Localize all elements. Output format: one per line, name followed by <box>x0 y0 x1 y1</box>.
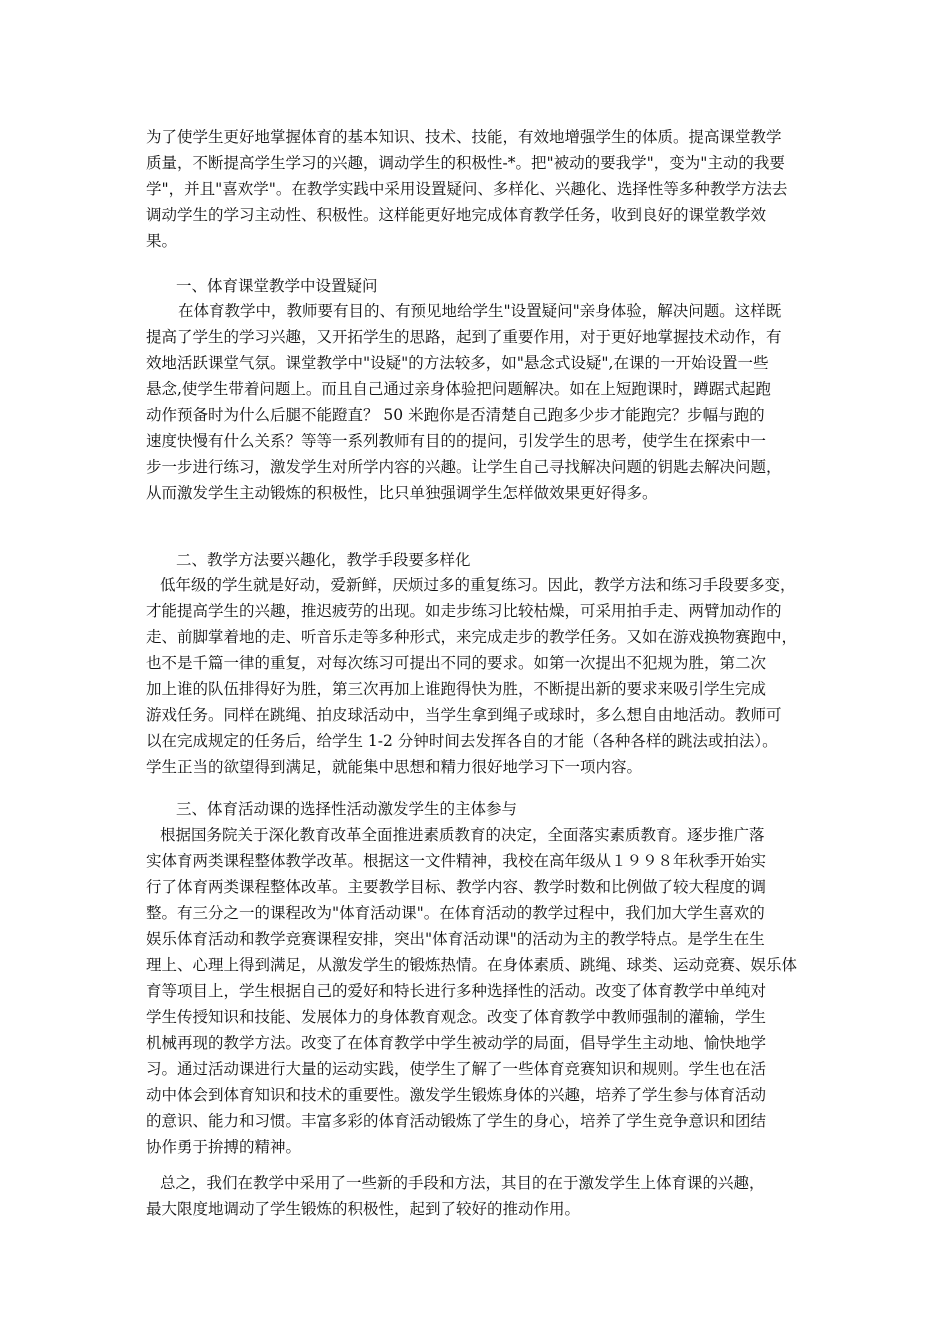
section1-line: 速度快慢有什么关系？等等一系列教师有目的的提问，引发学生的思考，使学生在探索中一 <box>146 432 767 450</box>
section1-heading: 一、体育课堂教学中设置疑问 <box>176 277 378 295</box>
intro-line: 学"，并且"喜欢学"。在教学实践中采用设置疑问、多样化、兴趣化、选择性等多种教学方法去 <box>146 180 788 198</box>
intro-line: 调动学生的学习主动性、积极性。这样能更好地完成体育教学任务，收到良好的课堂教学效 <box>146 206 767 224</box>
conclusion-line: 最大限度地调动了学生锻炼的积极性，起到了较好的推动作用。 <box>146 1200 581 1218</box>
intro-line: 为了使学生更好地掌握体育的基本知识、技术、技能，有效地增强学生的体质。提高课堂教学 <box>146 128 782 146</box>
section3-line: 机械再现的教学方法。改变了在体育教学中学生被动学的局面，倡导学生主动地、愉快地学 <box>146 1034 767 1052</box>
intro-line: 质量，不断提高学生学习的兴趣，调动学生的积极性-*。把"被动的要我学"，变为"主动的我要 <box>146 154 785 172</box>
section2-line: 走、前脚掌着地的走、听音乐走等多种形式，来完成走步的教学任务。又如在游戏换物赛跑中， <box>146 628 798 646</box>
section1-line: 悬念,使学生带着问题上。而且自己通过亲身体验把问题解决。如在上短跑课时，蹲踞式起跑 <box>146 380 771 398</box>
section3-line: 育等项目上，学生根据自己的爱好和特长进行多种选择性的活动。改变了体育教学中单纯对 <box>146 982 767 1000</box>
section2-line: 低年级的学生就是好动，爱新鲜，厌烦过多的重复练习。因此，教学方法和练习手段要多变， <box>160 576 796 594</box>
section1-line: 提高了学生的学习兴趣，又开拓学生的思路，起到了重要作用，对于更好地掌握技术动作，有 <box>146 328 782 346</box>
section2-line: 学生正当的欲望得到满足，就能集中思想和精力很好地学习下一项内容。 <box>146 758 643 776</box>
section3-line: 娱乐体育活动和教学竞赛课程安排，突出"体育活动课"的活动为主的教学特点。是学生在生 <box>146 930 765 948</box>
section3-line: 动中体会到体育知识和技术的重要性。激发学生锻炼身体的兴趣，培养了学生参与体育活动 <box>146 1086 767 1104</box>
section2-line: 才能提高学生的兴趣，推迟疲劳的出现。如走步练习比较枯燥，可采用拍手走、两臂加动作的 <box>146 602 782 620</box>
section2-line: 游戏任务。同样在跳绳、拍皮球活动中，当学生拿到绳子或球时，多么想自由地活动。教师可 <box>146 706 782 724</box>
section1-line: 效地活跃课堂气氛。课堂教学中"设疑"的方法较多，如"悬念式设疑",在课的一开始设置一些 <box>146 354 769 372</box>
section3-line: 协作勇于拚搏的精神。 <box>146 1138 302 1156</box>
section3-heading: 三、体育活动课的选择性活动激发学生的主体参与 <box>176 800 518 818</box>
section1-line: 步一步进行练习，激发学生对所学内容的兴趣。让学生自己寻找解决问题的钥匙去解决问题， <box>146 458 782 476</box>
section2-line: 也不是千篇一律的重复，对每次练习可提出不同的要求。如第一次提出不犯规为胜，第二次 <box>146 654 767 672</box>
intro-line: 果。 <box>146 232 178 250</box>
section3-line: 整。有三分之一的课程改为"体育活动课"。在体育活动的教学过程中，我们加大学生喜欢的 <box>146 904 765 922</box>
section1-line: 在体育教学中，教师要有目的、有预见地给学生"设置疑问"亲身体验，解决问题。这样既 <box>178 302 782 320</box>
section3-line: 的意识、能力和习惯。丰富多彩的体育活动锻炼了学生的身心，培养了学生竞争意识和团结 <box>146 1112 767 1130</box>
section1-line: 从而激发学生主动锻炼的积极性，比只单独强调学生怎样做效果更好得多。 <box>146 484 658 502</box>
section3-line: 学生传授知识和技能、发展体力的身体教育观念。改变了体育教学中教师强制的灌输，学生 <box>146 1008 767 1026</box>
section1-line: 动作预备时为什么后腿不能蹬直？ 50 米跑你是否清楚自己跑多少步才能跑完？步幅与跑的 <box>146 406 765 424</box>
section3-line: 理上、心理上得到满足，从激发学生的锻炼热情。在身体素质、跳绳、球类、运动竞赛、娱乐体 <box>146 956 798 974</box>
section3-line: 行了体育两类课程整体改革。主要教学目标、教学内容、教学时数和比例做了较大程度的调 <box>146 878 767 896</box>
section3-line: 习。通过活动课进行大量的运动实践，使学生了解了一些体育竞赛知识和规则。学生也在活 <box>146 1060 767 1078</box>
section3-line: 实体育两类课程整体教学改革。根据这一文件精神，我校在高年级从１９９８年秋季开始实 <box>146 852 767 870</box>
conclusion-line: 总之，我们在教学中采用了一些新的手段和方法，其目的在于激发学生上体育课的兴趣， <box>160 1174 765 1192</box>
section2-line: 加上谁的队伍排得好为胜，第三次再加上谁跑得快为胜，不断提出新的要求来吸引学生完成 <box>146 680 767 698</box>
section3-line: 根据国务院关于深化教育改革全面推进素质教育的决定，全面落实素质教育。逐步推广落 <box>160 826 765 844</box>
section2-heading: 二、教学方法要兴趣化，教学手段要多样化 <box>176 551 471 569</box>
section2-line: 以在完成规定的任务后，给学生 1-2 分钟时间去发挥各自的才能（各种各样的跳法或拍法）。 <box>146 732 778 750</box>
